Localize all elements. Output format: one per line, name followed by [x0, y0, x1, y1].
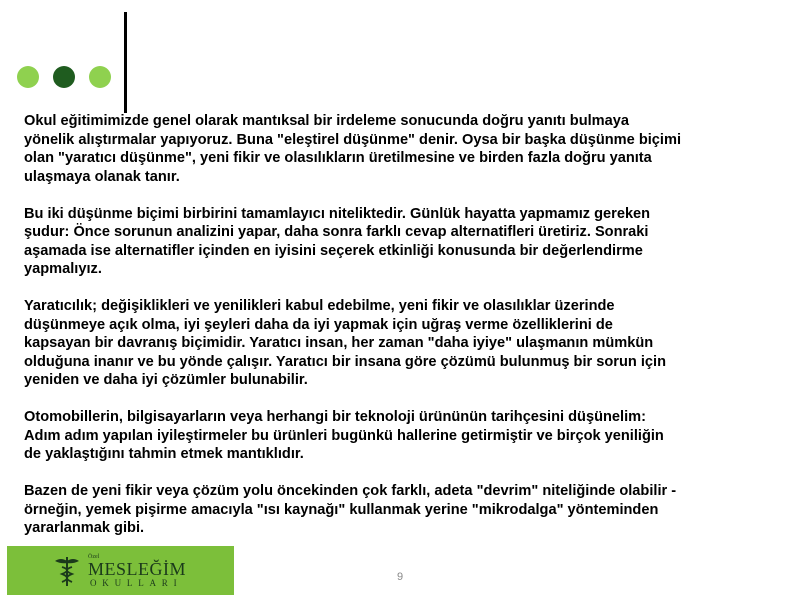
text-line: olduğuna inanır ve bu yönde çalışır. Yaratıcı bir insana göre çözümü bulunmuş bir sorun için [24, 353, 666, 370]
text-line: örneğin, yemek pişirme amacıyla "ısı kaynağı" kullanmak yerine "mikrodalga" yönteminden [24, 501, 659, 518]
paragraph [24, 297, 784, 390]
text-line: yararlanmak gibi. [24, 520, 145, 536]
text-line: Okul eğitimimizde genel olarak mantıksal bir irdeleme sonucunda doğru yanıtı bulmaya [24, 113, 629, 129]
text-line: Otomobillerin, bilgisayarların veya herhangi bir teknoloji ürününün tarihçesini düşünelim: [24, 409, 646, 425]
paragraph [24, 482, 784, 538]
slide-body-text [24, 112, 784, 556]
text-line: Yaratıcılık; değişiklikleri ve yenilikleri kabul edebilme, yeni fikir ve olasılıklar üzerinde [24, 298, 615, 314]
text-line: Bazen de yeni fikir veya çözüm yolu öncekinden çok farklı, adeta "devrim" niteliğinde olabilir - [24, 483, 677, 499]
page-number: 9 [396, 571, 404, 583]
text-line: Adım adım yapılan iyileştirmeler bu ürünleri bugünkü hallerine getirmiştir ve birçok yeniliğin [24, 427, 664, 444]
text-line: yeniden ve daha iyi çözümler bulunabilir. [24, 372, 308, 388]
text-line: şudur: Önce sorunun analizini yapar, daha sonra farklı cevap alternatifleri üretiriz. Sonraki [24, 224, 649, 240]
text-line: de yaklaştığını tahmin etmek mantıklıdır. [24, 446, 304, 462]
text-line: yönelik alıştırmalar yapıyoruz. Buna "eleştirel düşünme" denir. Oysa bir başka düşünme biçimi [24, 131, 681, 148]
vertical-divider-line [124, 12, 127, 113]
caduceus-icon [53, 555, 81, 587]
logo-subtitle: OKULLARI [90, 578, 183, 588]
logo-small-text: Özel [88, 554, 100, 560]
text-line: kapsayan bir davranış biçimidir. Yaratıcı insan, her zaman "daha iyiye" ulaşmanın mümkün [24, 335, 654, 351]
paragraph [24, 408, 784, 464]
text-line: aşamada ise alternatifler içinden en iyisini seçerek etkinliği konusunda bir değerlendirme [24, 242, 643, 259]
decorative-dot-light-left [17, 66, 39, 88]
logo-title: MESLEĞİM [88, 559, 186, 579]
text-line: Bu iki düşünme biçimi birbirini tamamlayıcı niteliktedir. Günlük hayatta yapmamız gereken [24, 205, 651, 222]
text-line: yapmalıyız. [24, 261, 102, 277]
paragraph [24, 112, 784, 186]
decorative-dot-light-right [89, 66, 111, 88]
school-logo [7, 546, 234, 595]
text-line: ulaşmaya olanak tanır. [24, 168, 180, 185]
text-line: olan "yaratıcı düşünme", yeni fikir ve olasılıkların üretilmesine ve birden fazla doğru yanıta [24, 150, 652, 166]
decorative-dot-dark [53, 66, 75, 88]
paragraph [24, 205, 784, 279]
text-line: düşünmeye açık olma, iyi şeyleri daha da iyi yapmak için uğraş verme özelliklerini de [24, 316, 613, 333]
